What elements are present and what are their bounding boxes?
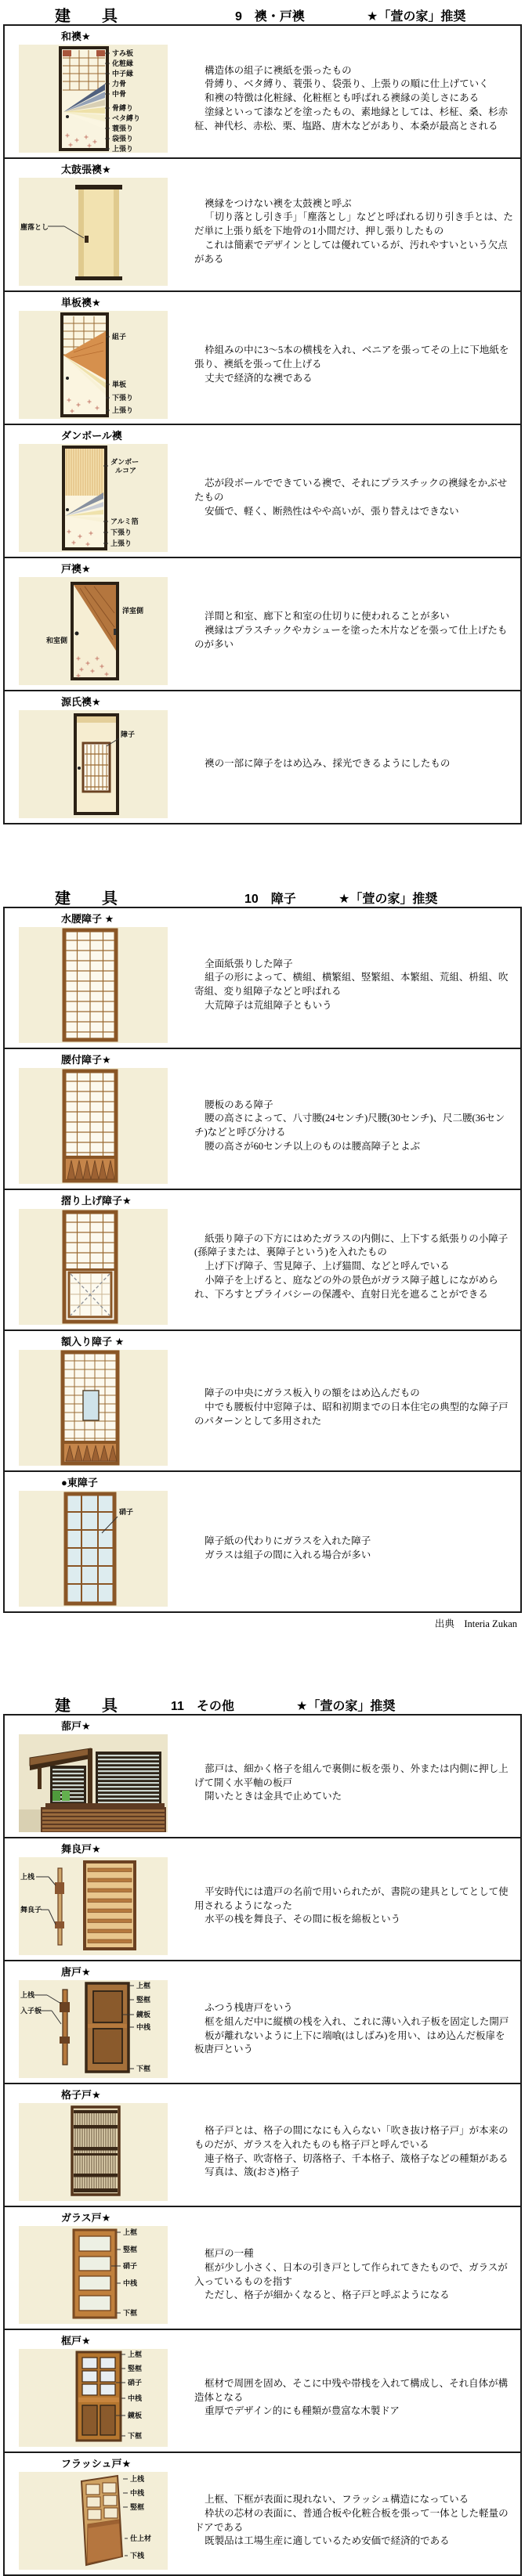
- entry-title: 腰付障子★: [61, 1054, 111, 1066]
- entry-description: 全面紙張りした障子 組子の形によって、横組、横繁組、竪繁組、本繁組、荒組、枡組、吹寄組、変り組障子などと呼ばれる 大荒障子は荒組障子ともいう: [194, 958, 509, 1011]
- entry-title: 和襖★: [61, 31, 91, 42]
- svg-text:鏡板: 鏡板: [136, 2011, 151, 2019]
- svg-text:上框: 上框: [128, 2351, 143, 2358]
- entry-description: 框戸の一種 框が少し小さく、日本の引き戸として作られてきたもので、ガラスが入っているものを指す ただし、格子が細かくなると、格子戸と呼ぶようになる: [194, 2248, 508, 2301]
- entry-title: 摺り上げ障子★: [61, 1195, 132, 1207]
- fusuma-table: [3, 24, 522, 824]
- section-shoji: [0, 886, 525, 1630]
- svg-text:下張り: 下張り: [112, 394, 134, 402]
- svg-text:中桟: 中桟: [128, 2394, 143, 2402]
- svg-text:鏡板: 鏡板: [128, 2412, 143, 2419]
- section-other: [0, 1693, 525, 2576]
- svg-text:硝子: 硝子: [128, 2379, 143, 2387]
- table-row: [5, 1470, 520, 1611]
- svg-text:袋張り: 袋張り: [112, 135, 134, 143]
- tanban-fusuma-diagram: [19, 311, 168, 419]
- entry-description: ふつう桟唐戸をいう 框を組んだ中に縦横の桟を入れ、これに薄い入れ子板を固定した開戸 板が離れないように上下に端喰(はしばみ)を用い、はめ込んだ板扉を板唐戸という: [194, 2002, 509, 2055]
- header-left: 建 具: [55, 1697, 125, 1715]
- entry-title: 水腰障子 ★: [61, 913, 114, 925]
- table-row: [5, 2452, 520, 2574]
- svg-text:上桟: 上桟: [130, 2475, 145, 2483]
- svg-text:硝子: 硝子: [123, 2262, 138, 2270]
- svg-text:舞良子: 舞良子: [20, 1906, 42, 1914]
- table-row: [5, 1837, 520, 1960]
- mairado-diagram: [19, 1857, 168, 1955]
- entry-title: 框戸★: [61, 2335, 91, 2347]
- table-row: [5, 2206, 520, 2329]
- entry-title: ダンボール襖: [61, 430, 122, 442]
- svg-text:下張り: 下張り: [110, 529, 132, 536]
- section-header: [0, 886, 525, 907]
- table-row: [5, 157, 520, 290]
- svg-text:上張り: 上張り: [112, 406, 134, 414]
- header-right: ★「萱の家」推奨: [339, 893, 438, 906]
- table-row: [5, 1048, 520, 1189]
- svg-text:ベタ縛り: ベタ縛り: [112, 114, 141, 122]
- svg-text:上張り: 上張り: [110, 539, 132, 547]
- table-row: [5, 1716, 520, 1837]
- svg-text:下桟: 下桟: [130, 2552, 145, 2560]
- svg-text:洋室側: 洋室側: [122, 607, 144, 615]
- section-header: [0, 3, 525, 24]
- svg-text:蓑張り: 蓑張り: [112, 124, 134, 132]
- svg-text:入子板: 入子板: [20, 2007, 42, 2015]
- koshido-diagram: [19, 2103, 168, 2201]
- entry-description: 障子紙の代わりにガラスを入れた障子 ガラスは組子の間に入れる場合が多い: [205, 1535, 371, 1560]
- section-header: [0, 1693, 525, 1714]
- entry-description: 上框、下框が表面に現れない、フラッシュ構造になっている 枠状の芯材の表面に、普通合板や化粧合板を張って一体とした軽量のドアである 既製品は工場生産に適しているため安価で経済的である: [194, 2494, 509, 2547]
- svg-text:和室側: 和室側: [45, 637, 67, 644]
- entry-title: 舞良戸★: [61, 1843, 101, 1855]
- svg-text:ルコア: ルコア: [115, 467, 137, 474]
- table-row: [5, 557, 520, 690]
- gakuiri-shoji-diagram: [19, 1350, 168, 1466]
- svg-text:仕上材: 仕上材: [130, 2535, 152, 2542]
- tobusuma-diagram: [19, 577, 168, 685]
- entry-description: 襖の一部に障子をはめ込み、採光できるようにしたもの: [205, 758, 451, 770]
- svg-text:竪框: 竪框: [123, 2246, 138, 2253]
- svg-text:中桟: 中桟: [130, 2489, 145, 2497]
- entry-description: 紙張り障子の下方にはめたガラスの内側に、上下する紙張りの小障子(孫障子または、裏障子という)を入れたもの 上げ下げ障子、雪見障子、上げ猫間、などと呼んでいる 小障子を上げると、庭などの外の景色がガラス障子越しにながめられ、下ろすとプライバシーの保護や、直射日光を遮ることができる: [194, 1232, 509, 1300]
- svg-text:骨縛り: 骨縛り: [112, 104, 134, 112]
- header-left: 建 具: [55, 8, 125, 25]
- entry-description: 平安時代には遣戸の名前で用いられたが、書院の建具としてとして使用されるようになった 水平の桟を舞良子、その間に板を綿板という: [194, 1885, 509, 1925]
- glass-door-diagram: [19, 2226, 168, 2324]
- entry-description: 襖縁をつけない襖を太鼓襖と呼ぶ 「切り落とし引き手」「塵落とし」などと呼ばれる切り引き手とは、ただ単に上張り紙を下地骨の1小間だけ、押し張りしたもの これは簡素でデザインとしては優れているが、汚れやすいという欠点がある: [194, 197, 513, 265]
- entry-description: 障子の中央にガラス板入りの額をはめ込んだもの 中でも腰板付中窓障子は、昭和初期までの日本住宅の典型的な障子戸のパターンとして多用された: [194, 1387, 509, 1427]
- kamachido-diagram: [19, 2349, 168, 2447]
- svg-text:塵落とし: 塵落とし: [20, 223, 49, 231]
- entry-title: フラッシュ戸★: [61, 2458, 132, 2470]
- table-row: [5, 1960, 520, 2083]
- svg-text:下框: 下框: [128, 2432, 143, 2440]
- document-page: [0, 3, 525, 2560]
- table-row: [5, 1189, 520, 1329]
- svg-text:力骨: 力骨: [112, 80, 127, 88]
- taiko-fusuma-diagram: [19, 178, 168, 286]
- svg-text:中桟: 中桟: [123, 2279, 138, 2287]
- svg-text:上張り: 上張り: [112, 145, 134, 153]
- shoji-table: [3, 907, 522, 1613]
- svg-text:上框: 上框: [136, 1982, 151, 1990]
- table-row: [5, 908, 520, 1048]
- header-middle: 11 その他: [171, 1700, 234, 1713]
- entry-description: 構造体の組子に襖紙を張ったもの 骨縛り、ベタ縛り、蓑張り、袋張り、上張りの順に仕上げていく 和襖の特徴は化粧縁、化粧框とも呼ばれる襖縁の美しさにある 塗縁といって漆などを塗ったもの、素地縁としては、杉柾、桑、杉赤柾、神代杉、赤松、栗、塩路、唐木などがあり、本桑が最高とされる: [194, 64, 509, 132]
- source-credit: 出典 Interia Zukan: [434, 1618, 517, 1629]
- table-row: [5, 26, 520, 157]
- svg-text:竪框: 竪框: [130, 2503, 145, 2511]
- svg-text:中子縁: 中子縁: [112, 70, 134, 78]
- svg-text:下框: 下框: [136, 2065, 151, 2073]
- table-row: [5, 2083, 520, 2206]
- table-row: [5, 424, 520, 557]
- entry-description: 洋間と和室、廊下と和室の仕切りに使われることが多い 襖縁はプラスチックやカシューを塗った木片などを張って仕上げたものが多い: [194, 611, 508, 650]
- entry-description: 格子戸とは、格子の間になにも入らない「吹き抜け格子戸」が本来のものだが、ガラスを入れたものも格子戸と呼んでいる 連子格子、吹寄格子、切落格子、千本格子、筬格子などの種類がある 写真は、筬(おさ)格子: [194, 2125, 509, 2178]
- entry-description: 芯が段ボールでできている襖で、それにプラスチックの襖縁をかぶせたもの 安価で、軽く、断熱性はやや高いが、張り替えはできない: [194, 478, 508, 517]
- header-middle: 10 障子: [244, 893, 296, 906]
- entry-title: ガラス戸★: [61, 2212, 111, 2224]
- entry-title: 単板襖★: [61, 297, 101, 308]
- entry-title: ●東障子: [61, 1477, 98, 1488]
- entry-description: 枠組みの中に3～5本の横桟を入れ、ベニアを張ってその上に下地紙を張り、襖紙を張って仕上げる 丈夫で経済的な襖である: [194, 345, 509, 384]
- flush-door-diagram: [19, 2472, 168, 2570]
- other-doors-table: [3, 1714, 522, 2576]
- danboru-fusuma-diagram: [19, 444, 168, 552]
- koshitsuki-shoji-diagram: [19, 1068, 168, 1184]
- header-right: ★「萱の家」推奨: [367, 10, 466, 23]
- entry-description: 框材で周囲を固め、そこに中残や帯桟を入れて構成し、それ自体が構造体となる 重厚でデザイン的にも種類が豊富な木製ドア: [194, 2377, 509, 2417]
- header-right: ★「萱の家」推奨: [296, 1700, 396, 1713]
- svg-text:アルミ箔: アルミ箔: [110, 518, 139, 525]
- shitomido-photo: [19, 1734, 168, 1832]
- header-middle: 9 襖・戸襖: [235, 10, 305, 23]
- svg-text:竪框: 竪框: [136, 1996, 151, 2004]
- table-row: [5, 1329, 520, 1470]
- entry-title: 蔀戸★: [61, 1720, 91, 1732]
- svg-text:竪框: 竪框: [128, 2365, 143, 2372]
- entry-title: 太鼓張襖★: [61, 164, 111, 175]
- svg-text:組子: 組子: [112, 333, 127, 341]
- entry-title: 唐戸★: [61, 1966, 91, 1978]
- table-row: [5, 290, 520, 424]
- svg-text:上框: 上框: [123, 2228, 138, 2236]
- svg-text:中骨: 中骨: [112, 90, 127, 98]
- svg-text:化粧縁: 化粧縁: [112, 60, 134, 67]
- table-row: [5, 690, 520, 823]
- entry-title: 格子戸★: [61, 2089, 101, 2101]
- svg-text:上桟: 上桟: [20, 1991, 35, 1999]
- section-fusuma: [0, 3, 525, 824]
- svg-text:単板: 単板: [112, 381, 127, 388]
- svg-text:硝子: 硝子: [119, 1508, 134, 1516]
- svg-text:障子: 障子: [121, 731, 136, 738]
- azuma-shoji-diagram: [19, 1491, 168, 1607]
- table-row: [5, 2329, 520, 2452]
- entry-title: 戸襖★: [61, 563, 91, 575]
- svg-text:中桟: 中桟: [136, 2023, 151, 2031]
- header-left: 建 具: [55, 890, 125, 907]
- genji-fusuma-diagram: [19, 710, 168, 818]
- suriage-shoji-diagram: [19, 1209, 168, 1325]
- svg-text:ダンボー: ダンボー: [110, 458, 139, 466]
- entry-title: 額入り障子 ★: [61, 1336, 125, 1348]
- entry-title: 源氏襖★: [61, 696, 101, 708]
- mizugoshi-shoji-diagram: [19, 927, 168, 1043]
- entry-description: 腰板のある障子 腰の高さによって、八寸腰(24センチ)尺腰(30センチ)、尺二腰(36センチ)などと呼び分ける 腰の高さが60センチ以上のものは腰高障子とよぶ: [194, 1099, 505, 1152]
- svg-text:上桟: 上桟: [20, 1873, 35, 1881]
- karado-diagram: [19, 1980, 168, 2078]
- entry-description: 蔀戸は、細かく格子を組んで裏側に板を張り、外または内側に押し上げて開く水平軸の板戸 開いたときは金具で止めていた: [194, 1762, 509, 1802]
- wafusuma-diagram: [19, 45, 168, 153]
- svg-text:下框: 下框: [123, 2309, 138, 2317]
- svg-text:すみ板: すみ板: [112, 49, 134, 57]
